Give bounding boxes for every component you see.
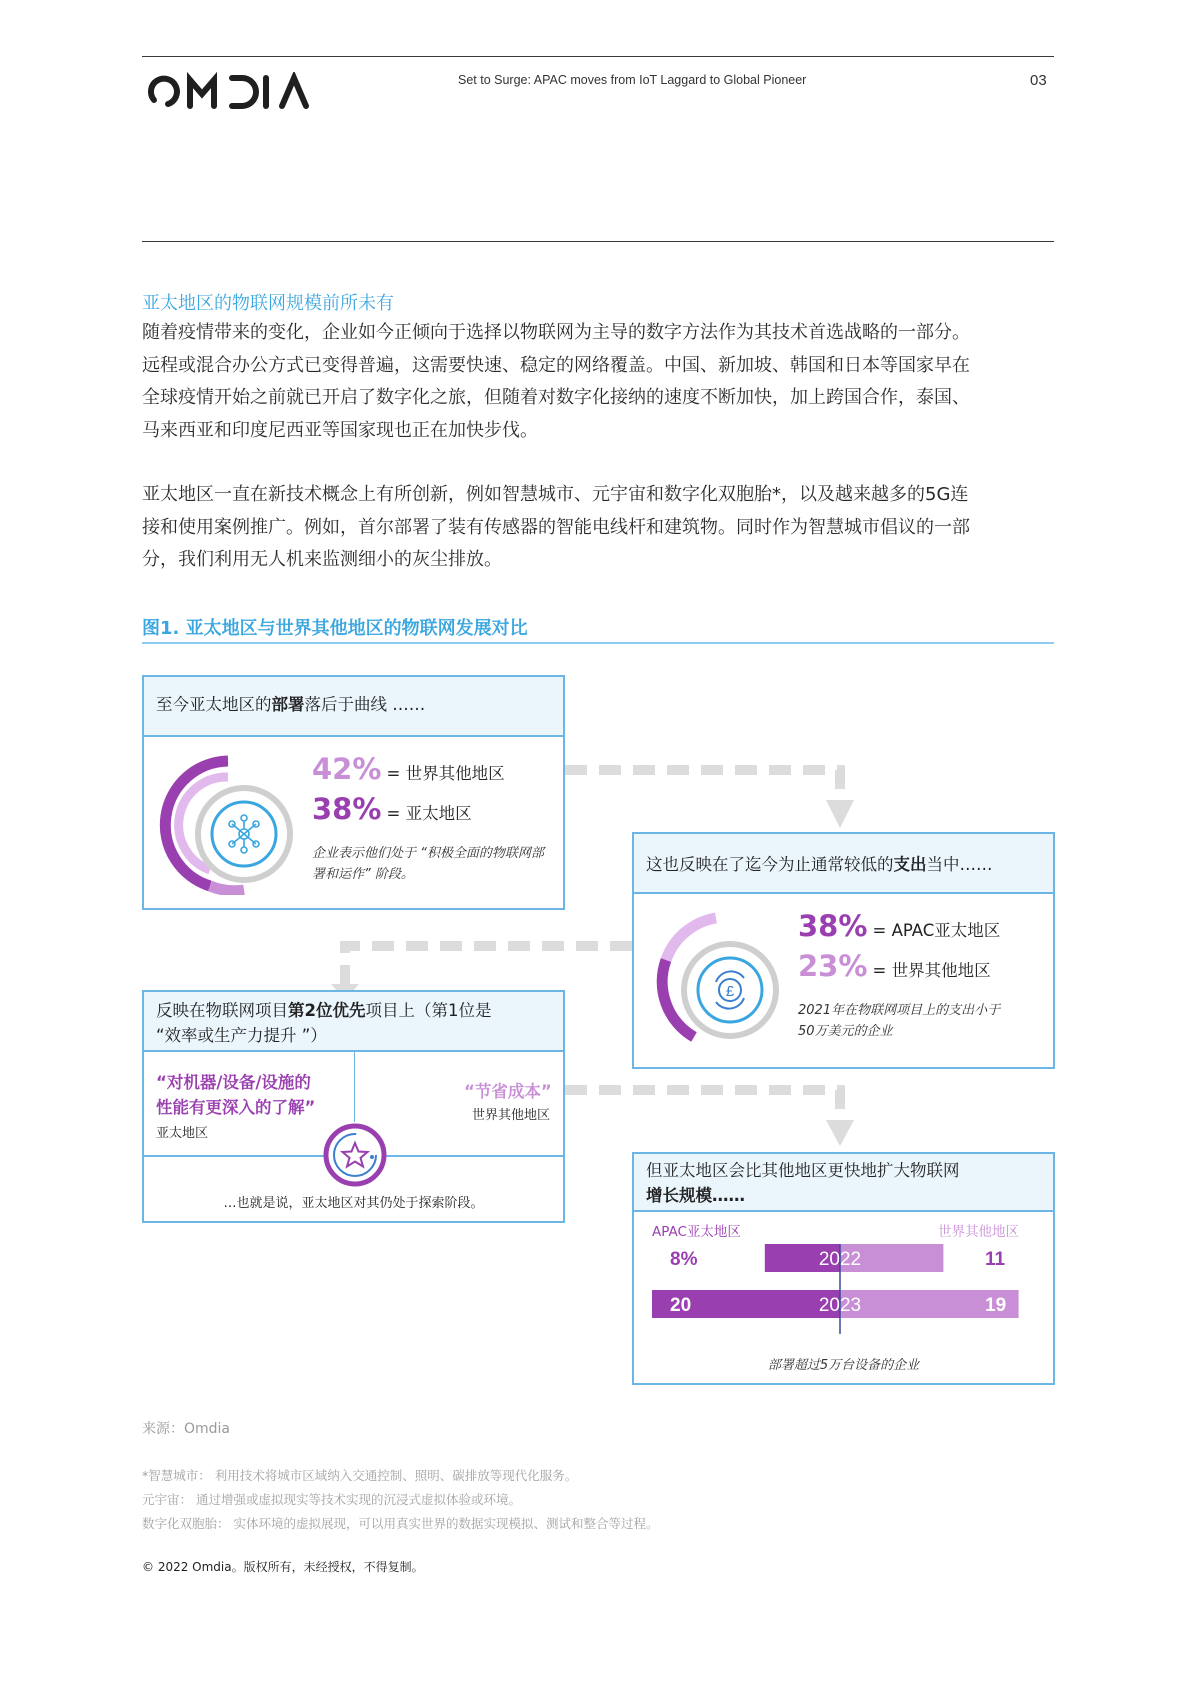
paragraph-line: 全球疫情开始之前就已开启了数字化之旅，但随着对数字化接纳的速度不断加快，加上跨国合作，泰国、 xyxy=(142,387,970,408)
note-line: 50万美元的企业 xyxy=(798,1024,893,1039)
arrow-path xyxy=(565,770,840,800)
paragraph-line: 亚太地区一直在新技术概念上有所创新，例如智慧城市、元宇宙和数字化双胞胎*，以及越来越多的5G连 xyxy=(142,484,969,505)
row-percentage: 42% xyxy=(312,752,382,786)
row-value-label: 11 xyxy=(985,1249,1006,1270)
paragraph-line: 随着疫情带来的变化，企业如今正倾向于选择以物联网为主导的数字方法作为其技术首选战略的一部分。 xyxy=(142,322,970,343)
header-line: 增长规模…… xyxy=(646,1186,745,1205)
growth-note-text: 部署超过5万台设备的企业 xyxy=(767,1358,920,1373)
deployment-row-row xyxy=(312,752,505,786)
paragraph-line: 马来西亚和印度尼西亚等国家现也正在加快步伐。 xyxy=(142,419,538,441)
arrow-head xyxy=(826,1120,854,1146)
pound-sign: £ xyxy=(725,983,735,1000)
note-line: 2021年在物联网项目上的支出小于 xyxy=(798,1003,1001,1018)
section-title: 亚太地区的物联网规模前所未有 xyxy=(142,293,394,314)
apac-value-label: 20 xyxy=(670,1295,692,1316)
page-number: 03 xyxy=(1030,72,1047,89)
header-text: 这也反映在了迄今为止通常较低的 xyxy=(646,855,894,874)
quote-line: “对机器/设备/设施的 xyxy=(156,1073,311,1092)
paragraph-line: 远程或混合办公方式已变得普遍，这需要快速、稳定的网络覆盖。中国、新加坡、韩国和日本等国家早在 xyxy=(142,354,970,376)
document-title: Set to Surge: APAC moves from IoT Laggard to Global Pioneer xyxy=(458,73,807,87)
header-line xyxy=(156,998,551,1023)
header-bold-text: 部署 xyxy=(271,695,305,714)
row-label: = 世界其他地区 xyxy=(872,961,991,980)
growth-box xyxy=(632,1152,1055,1385)
spending-note xyxy=(798,1000,1000,1042)
growth-box-header xyxy=(634,1154,1053,1212)
header-text: 项目上（第1位是 xyxy=(365,1001,492,1020)
spending-row-apac xyxy=(798,909,1000,943)
row-percentage: 38% xyxy=(312,792,382,826)
footnote-metaverse: 元宇宙： 通过增强或虚拟现实等技术实现的沉浸式虚拟体验或环境。 xyxy=(142,1492,521,1507)
year-label: 2022 xyxy=(818,1249,862,1270)
apac-legend: APAC亚太地区 xyxy=(652,1224,741,1240)
note-line: 企业表示他们处于 “积极全面的物联网部 xyxy=(312,846,544,861)
row-percentage: 38% xyxy=(798,909,868,943)
spending-row-row xyxy=(798,949,991,983)
footnote-smart-city: *智慧城市： 利用技术将城市区域纳入交通控制、照明、碳排放等现代化服务。 xyxy=(142,1468,578,1483)
deployment-note xyxy=(312,843,544,885)
arrow-path xyxy=(565,1090,840,1120)
paragraph-line: 接和使用案例推广。例如，首尔部署了装有传感器的智能电线杆和建筑物。同时作为智慧城市倡议的一部 xyxy=(142,516,970,538)
header-line: “效率或生产力提升 ”） xyxy=(156,1026,327,1045)
apac-region-label: 亚太地区 xyxy=(156,1126,209,1141)
spending-box-header xyxy=(634,834,1053,894)
growth-note xyxy=(634,1354,1053,1376)
priority-bottom-note: …也就是说，亚太地区对其仍处于探索阶段。 xyxy=(223,1196,484,1211)
row-value-label: 19 xyxy=(985,1295,1007,1316)
arrow-head xyxy=(826,800,854,828)
row-label: = APAC亚太地区 xyxy=(872,921,1001,940)
row-label: = 亚太地区 xyxy=(386,804,472,823)
deployment-box xyxy=(142,675,565,910)
row-label: = 世界其他地区 xyxy=(386,764,505,783)
row-percentage: 23% xyxy=(798,949,868,983)
priority-box xyxy=(142,990,565,1223)
deployment-gauge xyxy=(158,755,298,895)
spending-gauge xyxy=(642,908,792,1058)
paragraph-line: 分，我们利用无人机来监测细小的灰尘排放。 xyxy=(142,549,502,570)
star-badge xyxy=(322,1122,388,1188)
header-bold-text: 支出 xyxy=(893,855,927,874)
apac-priority-quote xyxy=(156,1070,315,1120)
network-icon xyxy=(229,815,259,853)
header-text: 当中…… xyxy=(926,855,993,874)
copyright: © 2022 Omdia。版权所有，未经授权，不得复制。 xyxy=(142,1560,424,1574)
apac-value-label: 8% xyxy=(670,1249,698,1270)
priority-box-header xyxy=(144,992,563,1052)
growth-chart xyxy=(634,1244,1053,1339)
year-label: 2023 xyxy=(818,1295,862,1316)
spending-box xyxy=(632,832,1055,1069)
quote-line: 性能有更深入的了解” xyxy=(156,1098,316,1117)
deployment-row-apac xyxy=(312,792,472,826)
vertical-divider xyxy=(354,1052,355,1122)
row-region-label: 世界其他地区 xyxy=(472,1108,551,1123)
arrow-path xyxy=(345,946,632,986)
deployment-box-header xyxy=(144,677,563,737)
row-legend: 世界其他地区 xyxy=(938,1224,1019,1240)
note-line: 署和运作” 阶段。 xyxy=(312,867,414,882)
footnote-digital-twin: 数字化双胞胎： 实体环境的虚拟展现，可以用真实世界的数据实现模拟、测试和整合等过程。 xyxy=(142,1516,659,1531)
figure-title: 图1. 亚太地区与世界其他地区的物联网发展对比 xyxy=(142,618,528,639)
header-text: 至今亚太地区的 xyxy=(156,695,272,714)
header-text: 落后于曲线 …… xyxy=(304,695,426,714)
source-note: 来源：Omdia xyxy=(142,1421,231,1437)
header-bold-text: 第2位优先 xyxy=(288,1001,366,1020)
row-priority-quote: “节省成本” xyxy=(464,1082,552,1101)
header-line: 但亚太地区会比其他地区更快地扩大物联网 xyxy=(646,1161,960,1180)
header-text: 反映在物联网项目 xyxy=(156,1001,288,1020)
